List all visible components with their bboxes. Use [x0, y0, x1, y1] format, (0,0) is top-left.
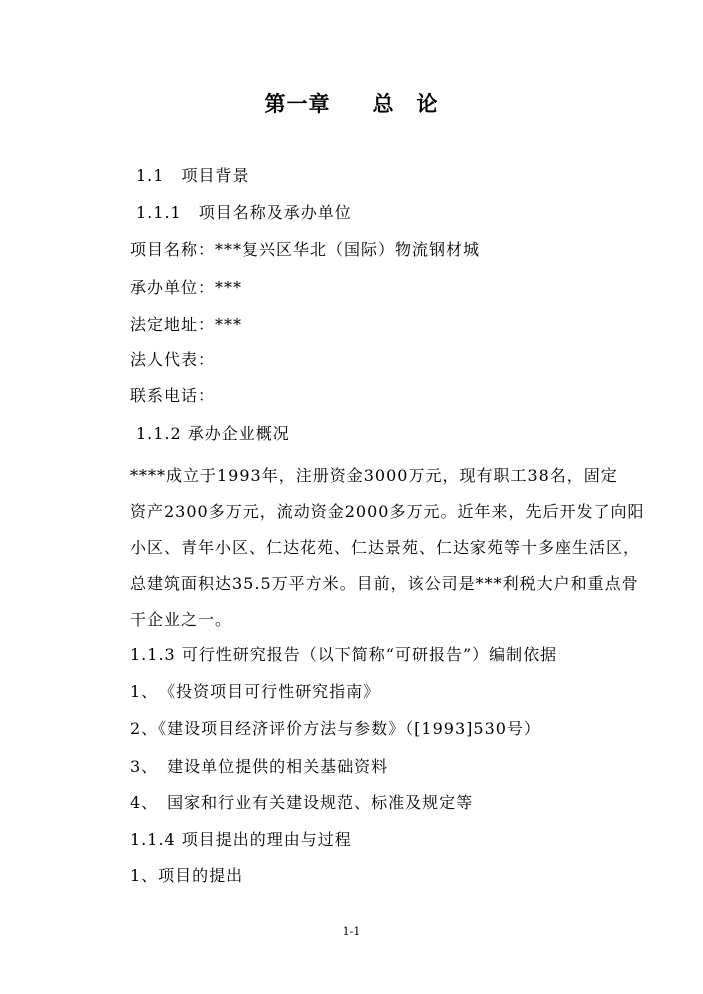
- chapter-number: 第一章: [264, 92, 331, 116]
- subsection-heading-1-1-4: 1.1.4 项目提出的理由与过程: [130, 830, 352, 849]
- chapter-name: 总 论: [372, 92, 439, 116]
- paragraph-line: 干企业之一。: [130, 610, 233, 629]
- chapter-title: [0, 88, 703, 118]
- reference-item-3: 3、 建设单位提供的相关基础资料: [130, 757, 389, 776]
- paragraph-line: 总建筑面积达35.5万平方米。目前，该公司是***利税大户和重点骨: [130, 574, 639, 593]
- legal-representative-line: 法人代表：: [130, 350, 216, 369]
- page-number: 1-1: [342, 925, 361, 938]
- paragraph-line: ****成立于1993年，注册资金3000万元，现有职工38名，固定: [130, 466, 618, 485]
- project-name-line: 项目名称：***复兴区华北（国际）物流钢材城: [130, 240, 481, 259]
- reference-item-1: 1、 《投资项目可行性研究指南》: [130, 682, 381, 701]
- subsection-heading-1-1-1: 1.1.1 项目名称及承办单位: [136, 203, 352, 222]
- paragraph-line: 资产2300多万元，流动资金2000多万元。近年来，先后开发了向阳: [130, 502, 645, 521]
- subsection-heading-1-1-3: 1.1.3 可行性研究报告（以下简称“可研报告”）编制依据: [130, 645, 558, 664]
- company-overview-paragraph: [130, 458, 645, 638]
- legal-address-line: 法定地址：***: [130, 315, 243, 334]
- subsection-heading-1-1-2: 1.1.2 承办企业概况: [136, 424, 290, 443]
- reference-item-4: 4、 国家和行业有关建设规范、标准及规定等: [130, 793, 474, 812]
- organizer-line: 承办单位：***: [130, 278, 243, 297]
- contact-phone-line: 联系电话：: [130, 386, 216, 405]
- reference-item-2: 2、《建设项目经济评价方法与参数》（[1993]530号）: [130, 719, 541, 738]
- list-item-project-proposal: 1、项目的提出: [130, 866, 244, 885]
- section-heading-1-1: 1.1 项目背景: [136, 166, 250, 185]
- paragraph-line: 小区、青年小区、仁达花苑、仁达景苑、仁达家苑等十多座生活区，: [130, 538, 641, 557]
